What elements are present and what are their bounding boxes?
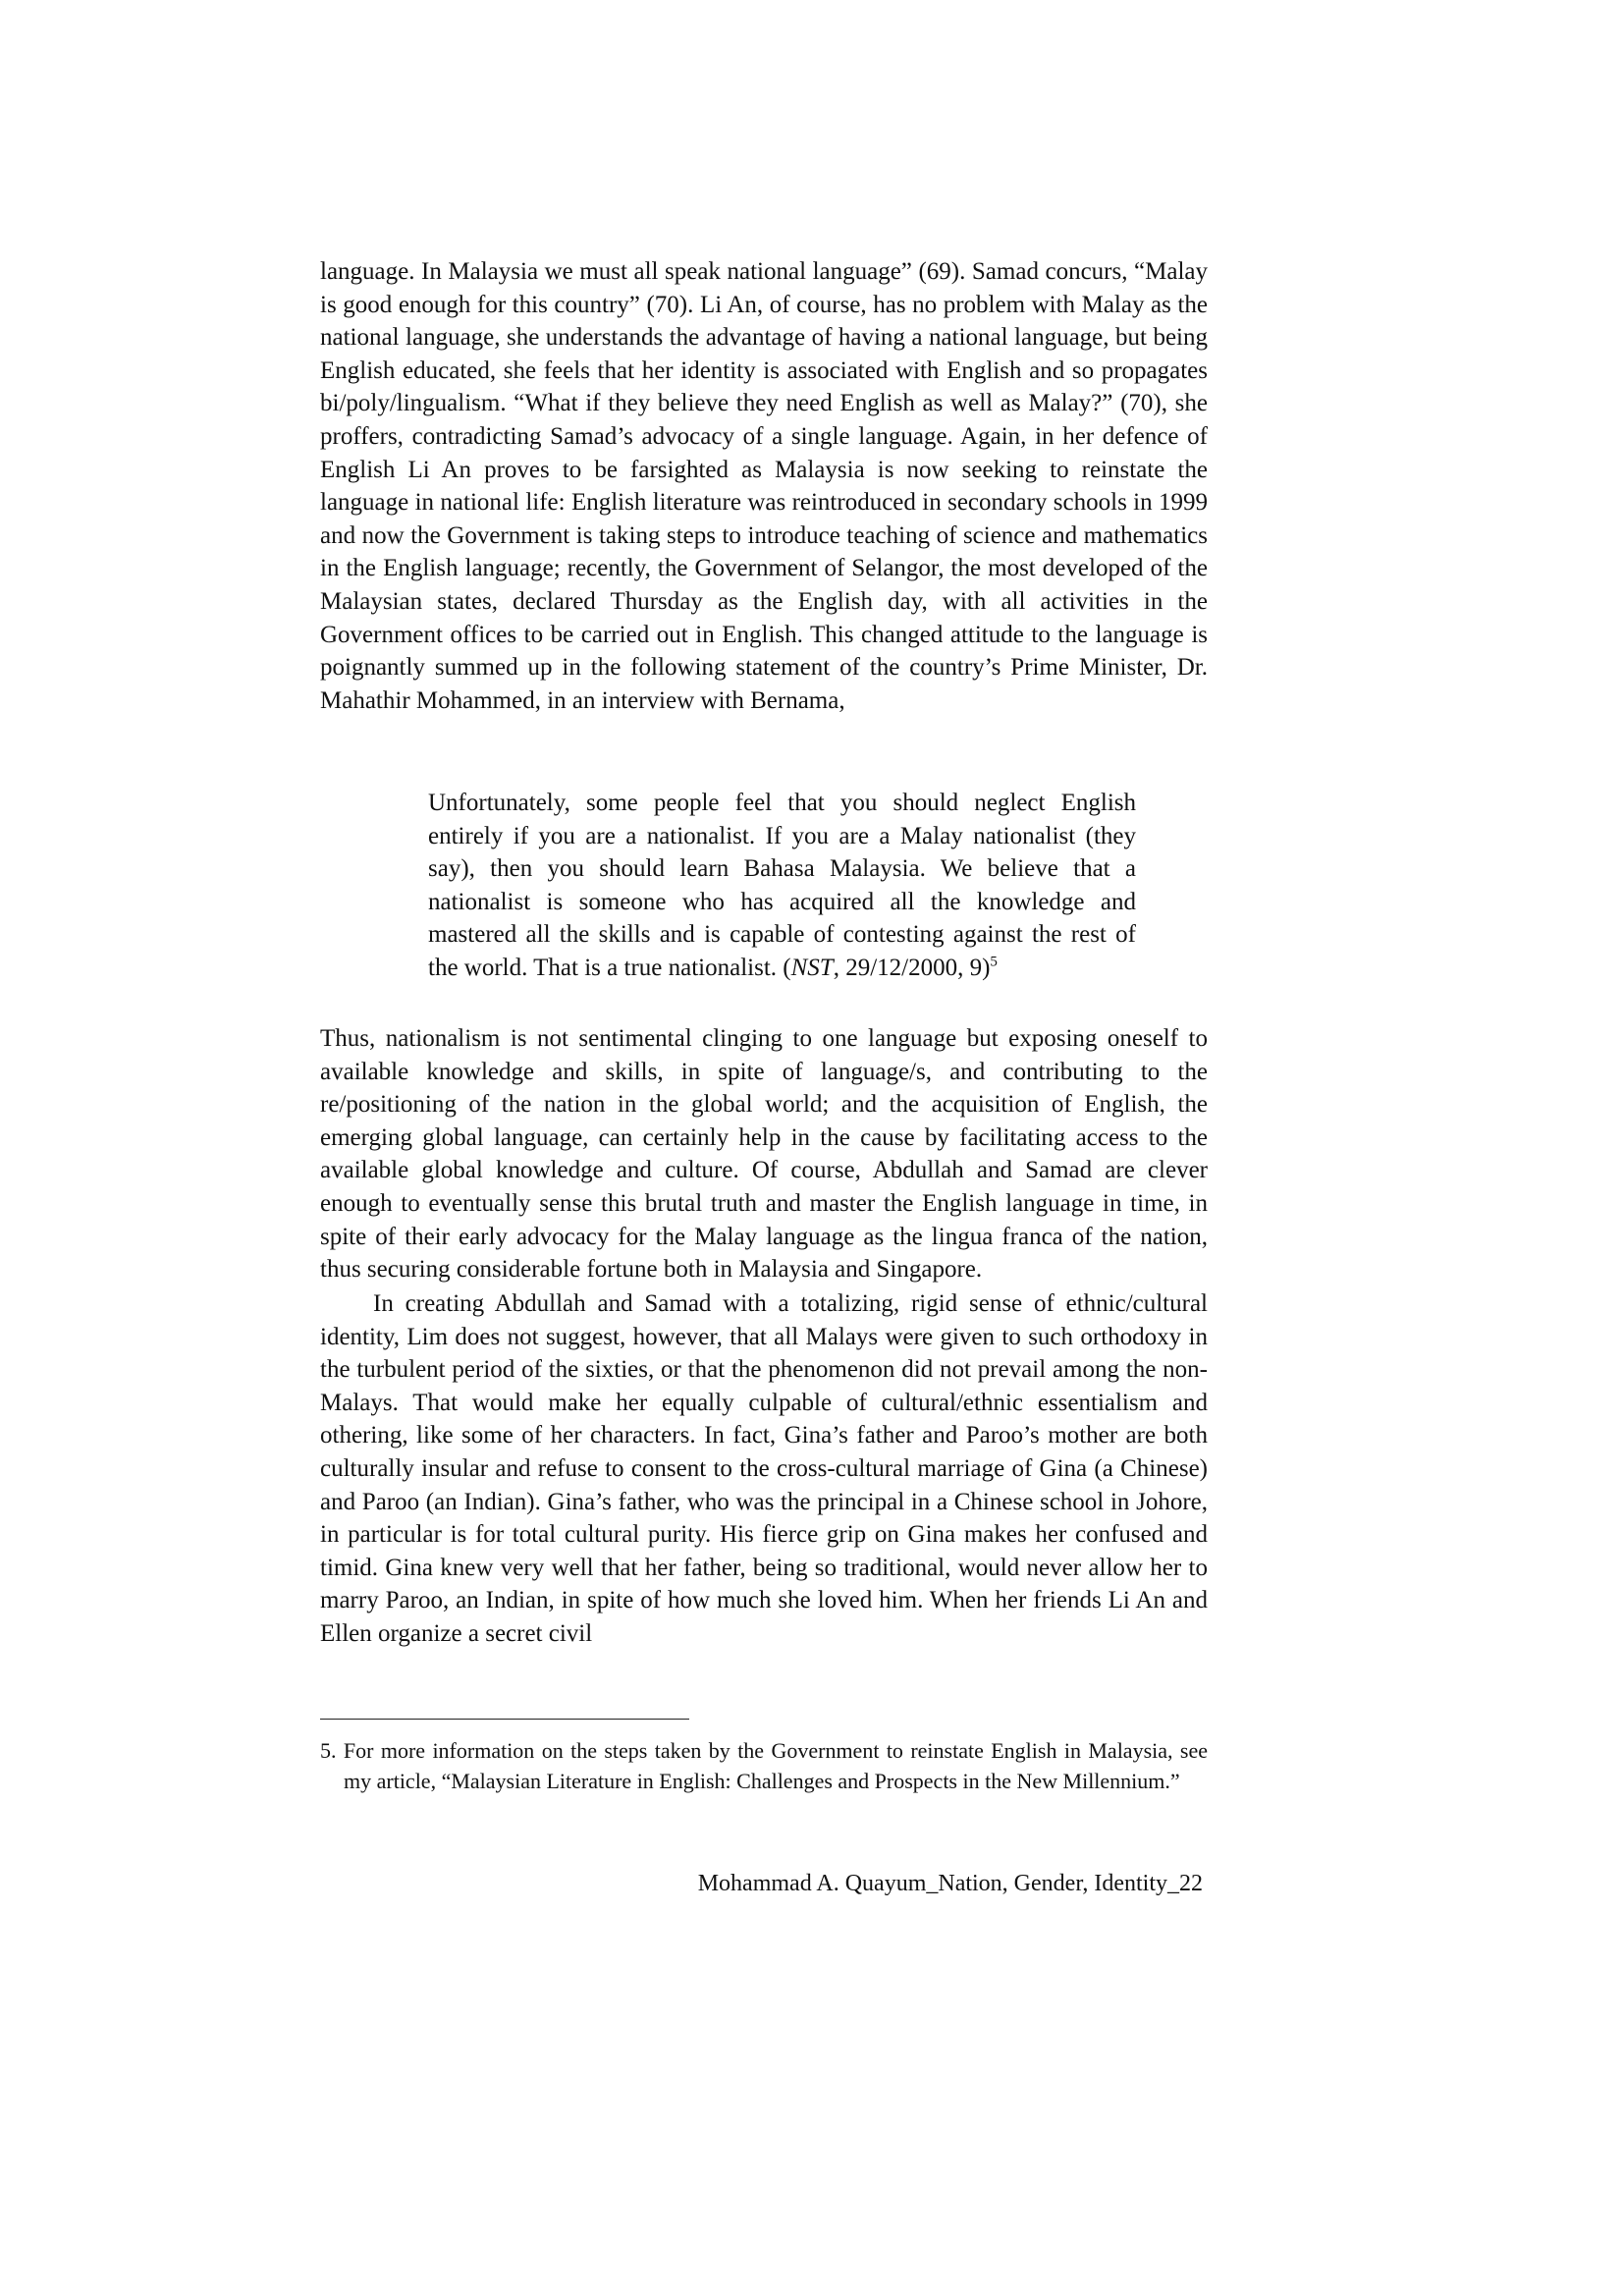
body-paragraph-3: In creating Abdullah and Samad with a totalizing, rigid sense of ethnic/cultural identity, Lim does not suggest, however, that all Malays were given to such orthodoxy in the turbulent period of the sixties, or that the phenomenon did not prevail among the non-Malays. That would make her equally culpable of cultural/ethnic essentialism and othering, like some of her characters. In fact, Gina’s father and Paroo’s mother are both culturally insular and refuse to consent to the cross-cultural marriage of Gina (a Chinese) and Paroo (an Indian). Gina’s father, who was the principal in a Chinese school in Johore, in particular is for total cultural purity. His fierce grip on Gina makes her confused and timid. Gina knew very well that her father, being so traditional, would never allow her to marry Paroo, an Indian, in spite of how much she loved him. When her friends Li An and Ellen organize a secret civil (320, 1290, 1208, 1647)
block-quote-citation-source: NST (790, 954, 834, 981)
footnote-separator (320, 1719, 689, 1720)
body-paragraph-2: Thus, nationalism is not sentimental clinging to one language but exposing oneself to available knowledge and skills, in spite of language/s, and contributing to the re/positioning of the nation in the global world; and the acquisition of English, the emerging global language, can certainly help in the cause by facilitating access to the available global knowledge and culture. Of course, Abdullah and Samad are clever enough to eventually sense this brutal truth and master the English language in time, in spite of their early advocacy for the Malay language as the lingua franca of the nation, thus securing considerable fortune both in Malaysia and Singapore. (320, 1025, 1208, 1284)
block-quote (428, 787, 1136, 985)
block-quote-citation-detail: , 29/12/2000, 9) (833, 954, 991, 981)
block-quote-text: Unfortunately, some people feel that you should neglect English entirely if you are a nationalist. If you are a Malay nationalist (they say), then you should learn Bahasa Malaysia. We believe that a nationalist is someone who has acquired all the knowledge and mastered all the skills and is capable of contesting against the rest of the world. That is a true nationalist. ( (428, 790, 1136, 981)
running-footer: Mohammad A. Quayum_Nation, Gender, Identity_22 (697, 1871, 1203, 1896)
body-paragraph-1: language. In Malaysia we must all speak national language” (69). Samad concurs, “Malay is good enough for this country” (70). Li An, of course, has no problem with Malay as the national language, she understands the advantage of having a national language, but being English educated, she feels that her identity is associated with English and so propagates bi/poly/lingualism. “What if they believe they need English as well as Malay?” (70), she proffers, contradicting Samad’s advocacy of a single language. Again, in her defence of English Li An proves to be farsighted as Malaysia is now seeking to reinstate the language in national life: English literature was reintroduced in secondary schools in 1999 and now the Government is taking steps to introduce teaching of science and mathematics in the English language; recently, the Government of Selangor, the most developed of the Malaysian states, declared Thursday as the English day, with all activities in the Government offices to be carried out in English. This changed attitude to the language is poignantly summed up in the following statement of the country’s Prime Minister, Dr. Mahathir Mohammed, in an interview with Bernama, (320, 258, 1208, 714)
footnote (320, 1736, 1208, 1796)
footnote-text: 5. For more information on the steps taken by the Government to reinstate English in Malaysia, see my article, “Malaysian Literature in English: Challenges and Prospects in the New Millennium.” (320, 1738, 1208, 1793)
footnote-marker[interactable]: 5 (990, 954, 998, 970)
